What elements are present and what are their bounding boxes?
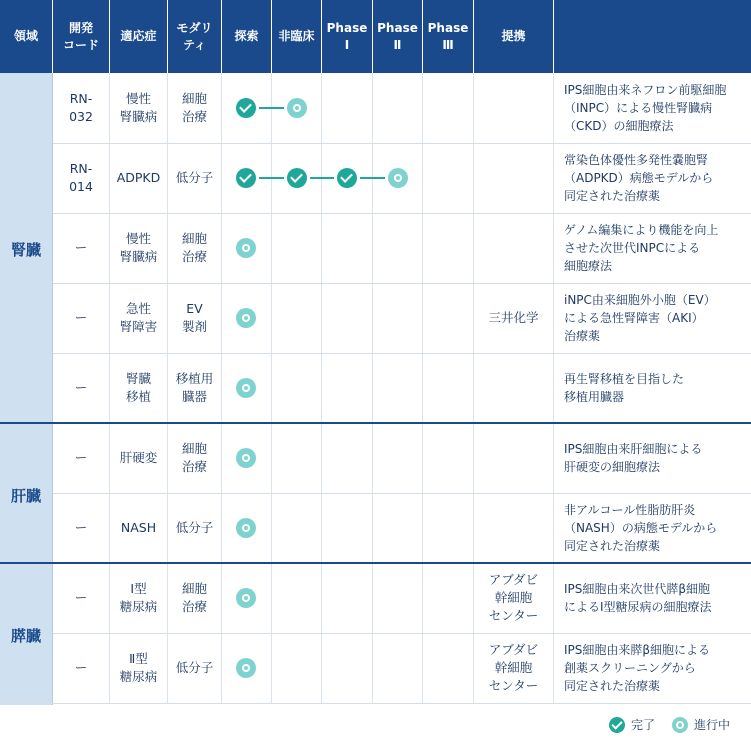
cell-indication: NASH [110,493,168,563]
stage-cell [423,353,474,423]
header-indication: 適応症 [110,0,168,73]
cell-description: 常染色体優性多発性嚢胞腎 （ADPKD）病態モデルから 同定された治療薬 [564,153,714,203]
stage-cell [373,493,423,563]
cell-description: iNPC由来細胞外小胞（EV） による急性腎障害（AKI） 治療薬 [564,293,716,343]
table-bottom-border [0,703,751,704]
stage-cell [322,493,373,563]
table-row [53,283,751,353]
stage-cell [272,563,322,633]
stage-cell [322,73,373,143]
cell-code: ー [53,423,110,493]
stage-connector [259,107,284,109]
stage-cell [423,493,474,563]
stage-cell [272,493,322,563]
header-preclinical: 非臨床 [272,0,322,73]
row-divider [53,213,751,214]
cell-description: ゲノム編集により機能を向上 させた次世代INPCによる 細胞療法 [564,223,719,273]
table-row [53,563,751,633]
legend-done-label: 完了 [631,718,656,732]
stage-connector [360,177,385,179]
cell-code: ー [53,353,110,423]
row-divider [53,283,751,284]
cell-indication: Ⅱ型 糖尿病 [110,633,168,703]
cell-code: RN- 032 [53,73,110,143]
cell-modality: 細胞 治療 [168,73,222,143]
region-liver: 肝臓 [0,425,53,565]
cell-indication: Ⅰ型 糖尿病 [110,563,168,633]
stage-cell [373,563,423,633]
stage-cell [423,423,474,493]
row-divider [53,633,751,634]
stage-cell [272,353,322,423]
progress-circle-icon [236,448,256,468]
progress-circle-icon [236,588,256,608]
header-modality: モダリ ティ [168,0,222,73]
stage-cell [322,283,373,353]
check-circle-icon [236,98,256,118]
cell-partner [474,353,554,423]
cell-modality: 細胞 治療 [168,423,222,493]
table-row [53,73,751,143]
header-discovery: 探索 [222,0,272,73]
cell-description: IPS細胞由来ネフロン前駆細胞 （INPC）による慢性腎臓病 （CKD）の細胞療法 [564,83,727,133]
header-region: 領域 [0,0,53,73]
check-circle-icon [609,717,625,733]
stage-cell [423,283,474,353]
region-pancreas: 膵臓 [0,565,53,705]
progress-circle-icon [236,658,256,678]
stage-cell [322,563,373,633]
check-circle-icon [337,168,357,188]
stage-cell [272,633,322,703]
cell-code: ー [53,633,110,703]
stage-cell [423,143,474,213]
cell-description: 非アルコール性脂肪肝炎 （NASH）の病態モデルから 同定された治療薬 [564,503,718,553]
cell-partner [474,73,554,143]
stage-cell [322,423,373,493]
group-divider [0,562,751,564]
cell-code: ー [53,213,110,283]
cell-description: IPS細胞由来膵β細胞による 創薬スクリーニングから 同定された治療薬 [564,643,711,693]
row-divider [53,143,751,144]
table-row [53,633,751,703]
cell-description: 再生腎移植を目指した 移植用臓器 [564,372,685,404]
table-header [0,0,751,73]
stage-cell [322,353,373,423]
stage-cell [423,213,474,283]
cell-code: RN- 014 [53,143,110,213]
cell-modality: 低分子 [168,633,222,703]
legend-done [609,716,655,733]
cell-modality: 低分子 [168,493,222,563]
stage-cell [322,213,373,283]
cell-indication: 慢性 腎臓病 [110,213,168,283]
cell-indication: ADPKD [110,143,168,213]
progress-circle-icon [236,238,256,258]
cell-indication: 慢性 腎臓病 [110,73,168,143]
cell-code: ー [53,563,110,633]
table-row [53,213,751,283]
cell-partner [474,493,554,563]
cell-indication: 急性 腎障害 [110,283,168,353]
cell-partner: アブダビ 幹細胞 センター [474,563,554,633]
progress-circle-icon [236,518,256,538]
cell-partner [474,213,554,283]
stage-cell [423,563,474,633]
header-description [554,0,751,73]
stage-cell [272,213,322,283]
region-kidney: 腎臓 [0,73,53,425]
cell-partner: 三井化学 [474,283,554,353]
stage-cell [423,73,474,143]
stage-cell [373,213,423,283]
cell-modality: 細胞 治療 [168,563,222,633]
cell-code: ー [53,493,110,563]
header-phase3: Phase Ⅲ [423,0,474,73]
stage-cell [373,283,423,353]
cell-description: IPS細胞由来次世代膵β細胞 によるⅠ型糖尿病の細胞療法 [564,582,712,614]
cell-modality: 細胞 治療 [168,213,222,283]
stage-cell [373,423,423,493]
stage-cell [373,633,423,703]
progress-circle-icon [388,168,408,188]
table-row [53,353,751,423]
legend-progress [672,716,730,733]
stage-cell [373,353,423,423]
header-phase2: Phase Ⅱ [373,0,423,73]
header-phase1: Phase Ⅰ [322,0,373,73]
cell-modality: EV 製剤 [168,283,222,353]
progress-circle-icon [236,378,256,398]
stage-connector [310,177,334,179]
cell-partner: アブダビ 幹細胞 センター [474,633,554,703]
legend-progress-label: 進行中 [694,718,731,732]
stage-cell [272,283,322,353]
progress-circle-icon [287,98,307,118]
table-row [53,493,751,563]
stage-cell [272,423,322,493]
stage-cell [322,633,373,703]
row-divider [53,493,751,494]
progress-circle-icon [236,308,256,328]
cell-description: IPS細胞由来肝細胞による 肝硬変の細胞療法 [564,442,703,474]
group-divider [0,422,751,424]
cell-partner [474,143,554,213]
cell-modality: 移植用 臓器 [168,353,222,423]
cell-modality: 低分子 [168,143,222,213]
progress-circle-icon [672,717,688,733]
header-code: 開発 コード [53,0,110,73]
header-partner: 提携 [474,0,554,73]
stage-connector [259,177,284,179]
row-divider [53,353,751,354]
stage-cell [423,633,474,703]
check-circle-icon [236,168,256,188]
cell-indication: 肝硬変 [110,423,168,493]
stage-cell [373,73,423,143]
cell-code: ー [53,283,110,353]
cell-partner [474,423,554,493]
check-circle-icon [287,168,307,188]
cell-indication: 腎臓 移植 [110,353,168,423]
table-row [53,423,751,493]
